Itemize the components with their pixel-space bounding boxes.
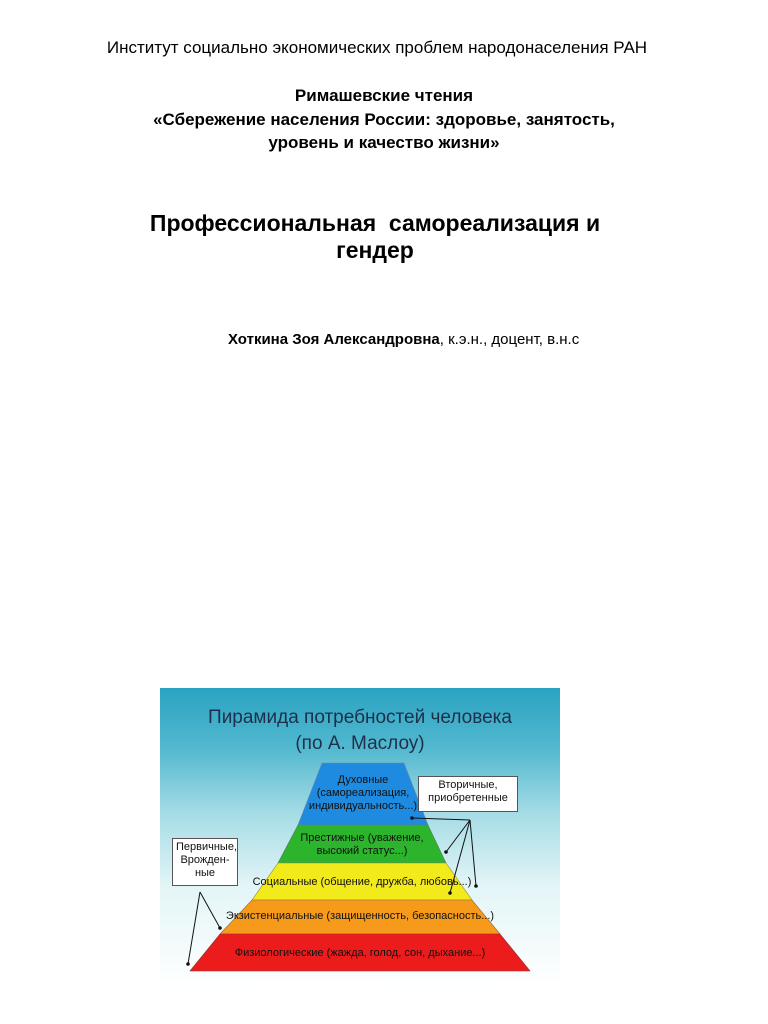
level-social-label: Социальные (общение, дружба, любовь...) xyxy=(252,876,472,888)
author-line xyxy=(228,331,579,348)
conference-line-3: уровень и качество жизни» xyxy=(268,133,500,152)
conference-line-2: «Сбережение населения России: здоровье, занятость, xyxy=(153,109,615,129)
level-existential-label: Экзистенциальные (защищенность, безопасность...) xyxy=(225,910,495,922)
level-spiritual-label: Духовные (самореализация, индивидуальность...) xyxy=(308,774,418,812)
callout-secondary: Вторичные, приобретенные xyxy=(418,776,518,812)
figure-title-line-2: (по А. Маслоу) xyxy=(295,733,425,754)
author-credentials: , к.э.н., доцент, в.н.с xyxy=(439,331,580,348)
conference-title xyxy=(0,84,768,155)
author-name: Хоткина Зоя Александровна xyxy=(228,331,440,348)
level-prestige-label: Престижные (уважение, высокий статус...) xyxy=(300,832,424,857)
level-physiological-label: Физиологические (жажда, голод, сон, дыхание...) xyxy=(234,947,486,959)
figure-title-line-1: Пирамида потребностей человека xyxy=(208,707,512,728)
paper-title-line-2: гендер xyxy=(336,237,414,263)
conference-line-1: Римашевские чтения xyxy=(294,86,474,105)
paper-title xyxy=(0,210,750,264)
paper-title-line-1: Профессиональная самореализация и xyxy=(149,210,601,236)
maslow-pyramid-figure xyxy=(160,688,560,988)
institute-header: Институт социально экономических проблем народонаселения РАН xyxy=(106,38,648,57)
callout-primary: Первичные, Врожден- ные xyxy=(172,838,238,886)
